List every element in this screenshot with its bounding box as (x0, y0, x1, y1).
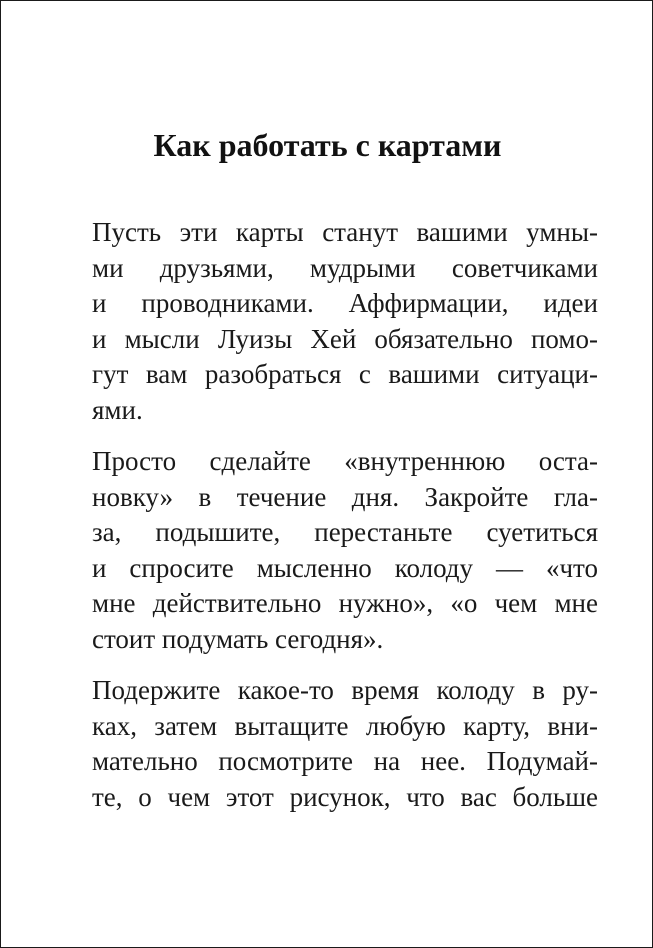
text-line: те, о чем этот рисунок, что вас больше (92, 781, 598, 812)
text-line: стоит подумать сегодня». (92, 623, 384, 654)
text-line: новку» в течение дня. Закройте гла- (92, 481, 598, 512)
text-line: ями. (92, 394, 143, 425)
text-line: мательно посмотрите на нее. Подумай- (92, 746, 598, 776)
text-line: и мысли Луизы Хей обязательно помо- (92, 323, 598, 354)
text-line: Просто сделайте «внутреннюю оста- (92, 446, 598, 476)
paragraph-1 (92, 215, 598, 428)
text-line: Пусть эти карты станут вашими умны- (92, 217, 598, 247)
text-line: гут вам разобраться с вашими ситуаци- (92, 359, 598, 389)
text-line: и спросите мысленно колоду — «что (92, 552, 598, 583)
text-line: за, подышите, перестаньте суетиться (92, 517, 598, 547)
text-line: и проводниками. Аффирмации, идеи (92, 288, 598, 318)
paragraph-3 (92, 673, 598, 815)
paragraph-2 (92, 444, 598, 657)
text-line: Подержите какое-то время колоду в ру- (92, 675, 598, 705)
text-line: ми друзьями, мудрыми советчиками (92, 252, 598, 283)
text-line: мне действительно нужно», «о чем мне (92, 588, 598, 618)
text-line: ках, затем вытащите любую карту, вни- (92, 710, 598, 741)
page-title: Как работать с картами (153, 127, 502, 163)
